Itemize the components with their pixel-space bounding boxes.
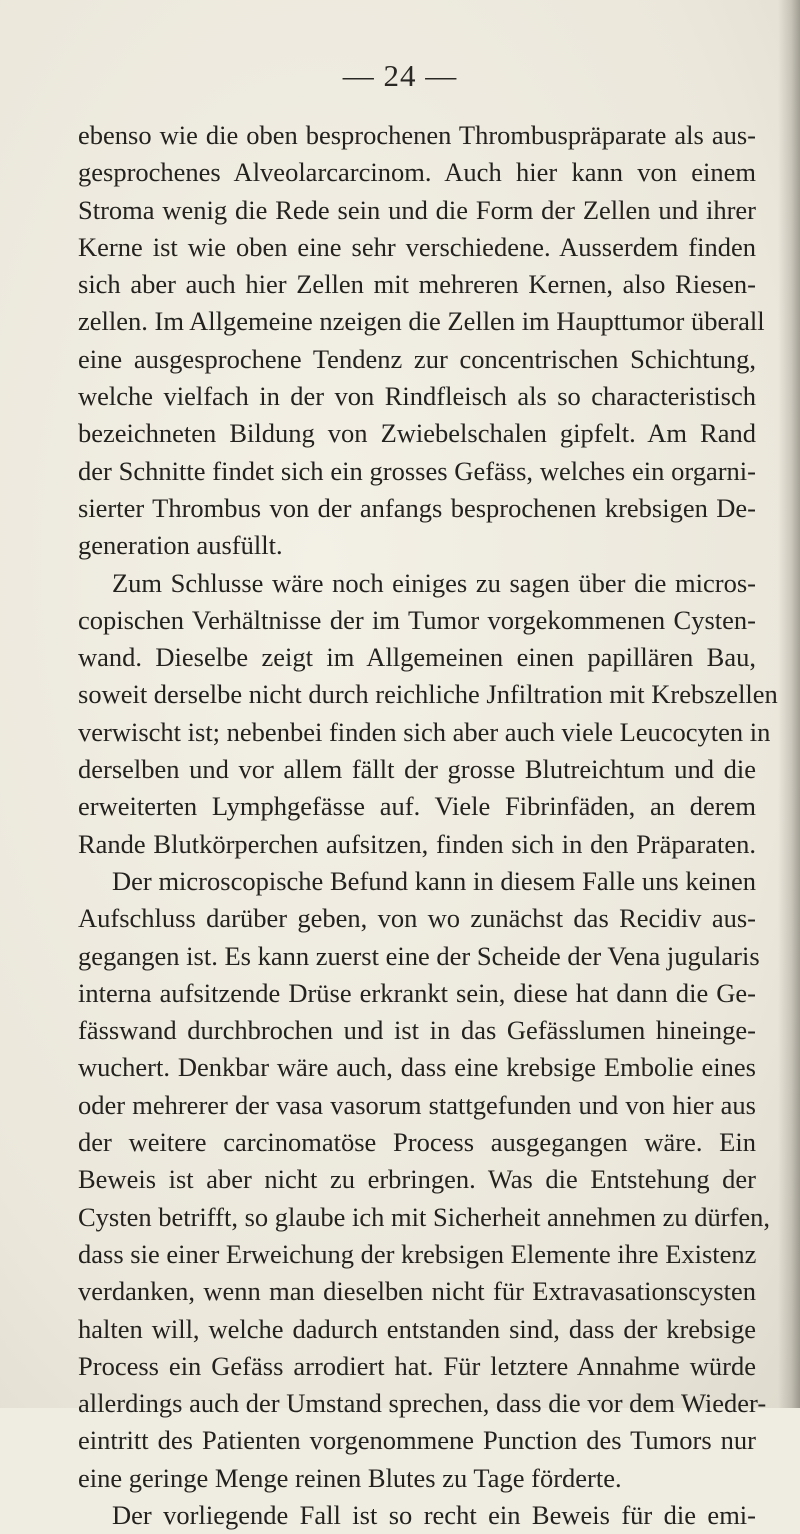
page-edge-shadow xyxy=(778,0,800,1408)
text-line: gesprochenes Alveolarcarcinom. Auch hier kann von einem xyxy=(78,157,756,188)
text-line: verdanken, wenn man dieselben nicht für Extravasationscysten xyxy=(78,1276,756,1307)
text-line: derselben und vor allem fällt der grosse Blutreichtum und die xyxy=(78,754,756,785)
text-line: halten will, welche dadurch entstanden sind, dass der krebsige xyxy=(78,1313,756,1344)
text-line: sich aber auch hier Zellen mit mehreren Kernen, also Riesen- xyxy=(78,269,756,300)
text-line: bezeichneten Bildung von Zwiebelschalen gipfelt. Am Rand xyxy=(78,418,756,449)
text-line: Kerne ist wie oben eine sehr verschiedene. Ausserdem finden xyxy=(78,231,756,262)
text-line: wand. Dieselbe zeigt im Allgemeinen einen papillären Bau, xyxy=(78,642,756,673)
text-line: Beweis ist aber nicht zu erbringen. Was die Entstehung der xyxy=(78,1164,756,1195)
text-line: Rande Blutkörperchen aufsitzen, finden sich in den Präparaten. xyxy=(78,828,756,859)
text-line: sierter Thrombus von der anfangs besprochenen krebsigen De- xyxy=(78,492,756,523)
text-line: zellen. Im Allgemeine nzeigen die Zellen im Haupttumor überall xyxy=(78,306,765,337)
text-line: eine geringe Menge reinen Blutes zu Tage förderte. xyxy=(78,1462,622,1493)
text-line: ebenso wie die oben besprochenen Thrombuspräparate als aus- xyxy=(78,120,756,150)
text-line: eine ausgesprochene Tendenz zur concentrischen Schichtung, xyxy=(78,343,756,374)
page-number: — 24 — xyxy=(342,58,458,93)
text-line: gegangen ist. Es kann zuerst eine der Scheide der Vena jugularis xyxy=(78,940,760,971)
text-line: der Schnitte findet sich ein grosses Gefäss, welches ein orgarni- xyxy=(78,455,756,486)
text-line: wuchert. Denkbar wäre auch, dass eine krebsige Embolie eines xyxy=(78,1052,756,1083)
text-line: Der vorliegende Fall ist so recht ein Beweis für die emi- xyxy=(112,1499,756,1530)
body-text xyxy=(78,117,778,1534)
text-line: erweiterten Lymphgefässe auf. Viele Fibrinfäden, an derem xyxy=(78,791,756,822)
text-line: generation ausfüllt. xyxy=(78,530,283,561)
text-line: interna aufsitzende Drüse erkrankt sein, diese hat dann die Ge- xyxy=(78,977,756,1008)
text-line: Der microscopische Befund kann in diesem Falle uns keinen xyxy=(112,865,756,896)
text-line: allerdings auch der Umstand sprechen, dass die vor dem Wieder- xyxy=(78,1388,767,1419)
text-line: soweit derselbe nicht durch reichliche Jnfiltration mit Krebszellen xyxy=(78,679,778,710)
text-line: Process ein Gefäss arrodiert hat. Für letztere Annahme würde xyxy=(78,1350,756,1381)
text-line: verwischt ist; nebenbei finden sich aber auch viele Leucocyten in xyxy=(78,716,771,747)
text-line: copischen Verhältnisse der im Tumor vorgekommenen Cysten- xyxy=(78,604,756,635)
text-line: Zum Schlusse wäre noch einiges zu sagen über die micros- xyxy=(112,567,756,598)
text-line: welche vielfach in der von Rindfleisch als so characteristisch xyxy=(78,381,756,412)
text-line: Cysten betrifft, so glaube ich mit Sicherheit annehmen zu dürfen, xyxy=(78,1201,771,1232)
text-line: fässwand durchbrochen und ist in das Gefässlumen hineinge- xyxy=(78,1015,756,1046)
text-line: Stroma wenig die Rede sein und die Form der Zellen und ihrer xyxy=(78,194,756,225)
text-line: eintritt des Patienten vorgenommene Punction des Tumors nur xyxy=(78,1425,756,1456)
text-line: oder mehrerer der vasa vasorum stattgefunden und von hier aus xyxy=(78,1089,756,1120)
text-line: dass sie einer Erweichung der krebsigen Elemente ihre Existenz xyxy=(78,1238,757,1269)
text-line: der weitere carcinomatöse Process ausgegangen wäre. Ein xyxy=(78,1127,756,1158)
text-line: Aufschluss darüber geben, von wo zunächst das Recidiv aus- xyxy=(78,903,756,934)
